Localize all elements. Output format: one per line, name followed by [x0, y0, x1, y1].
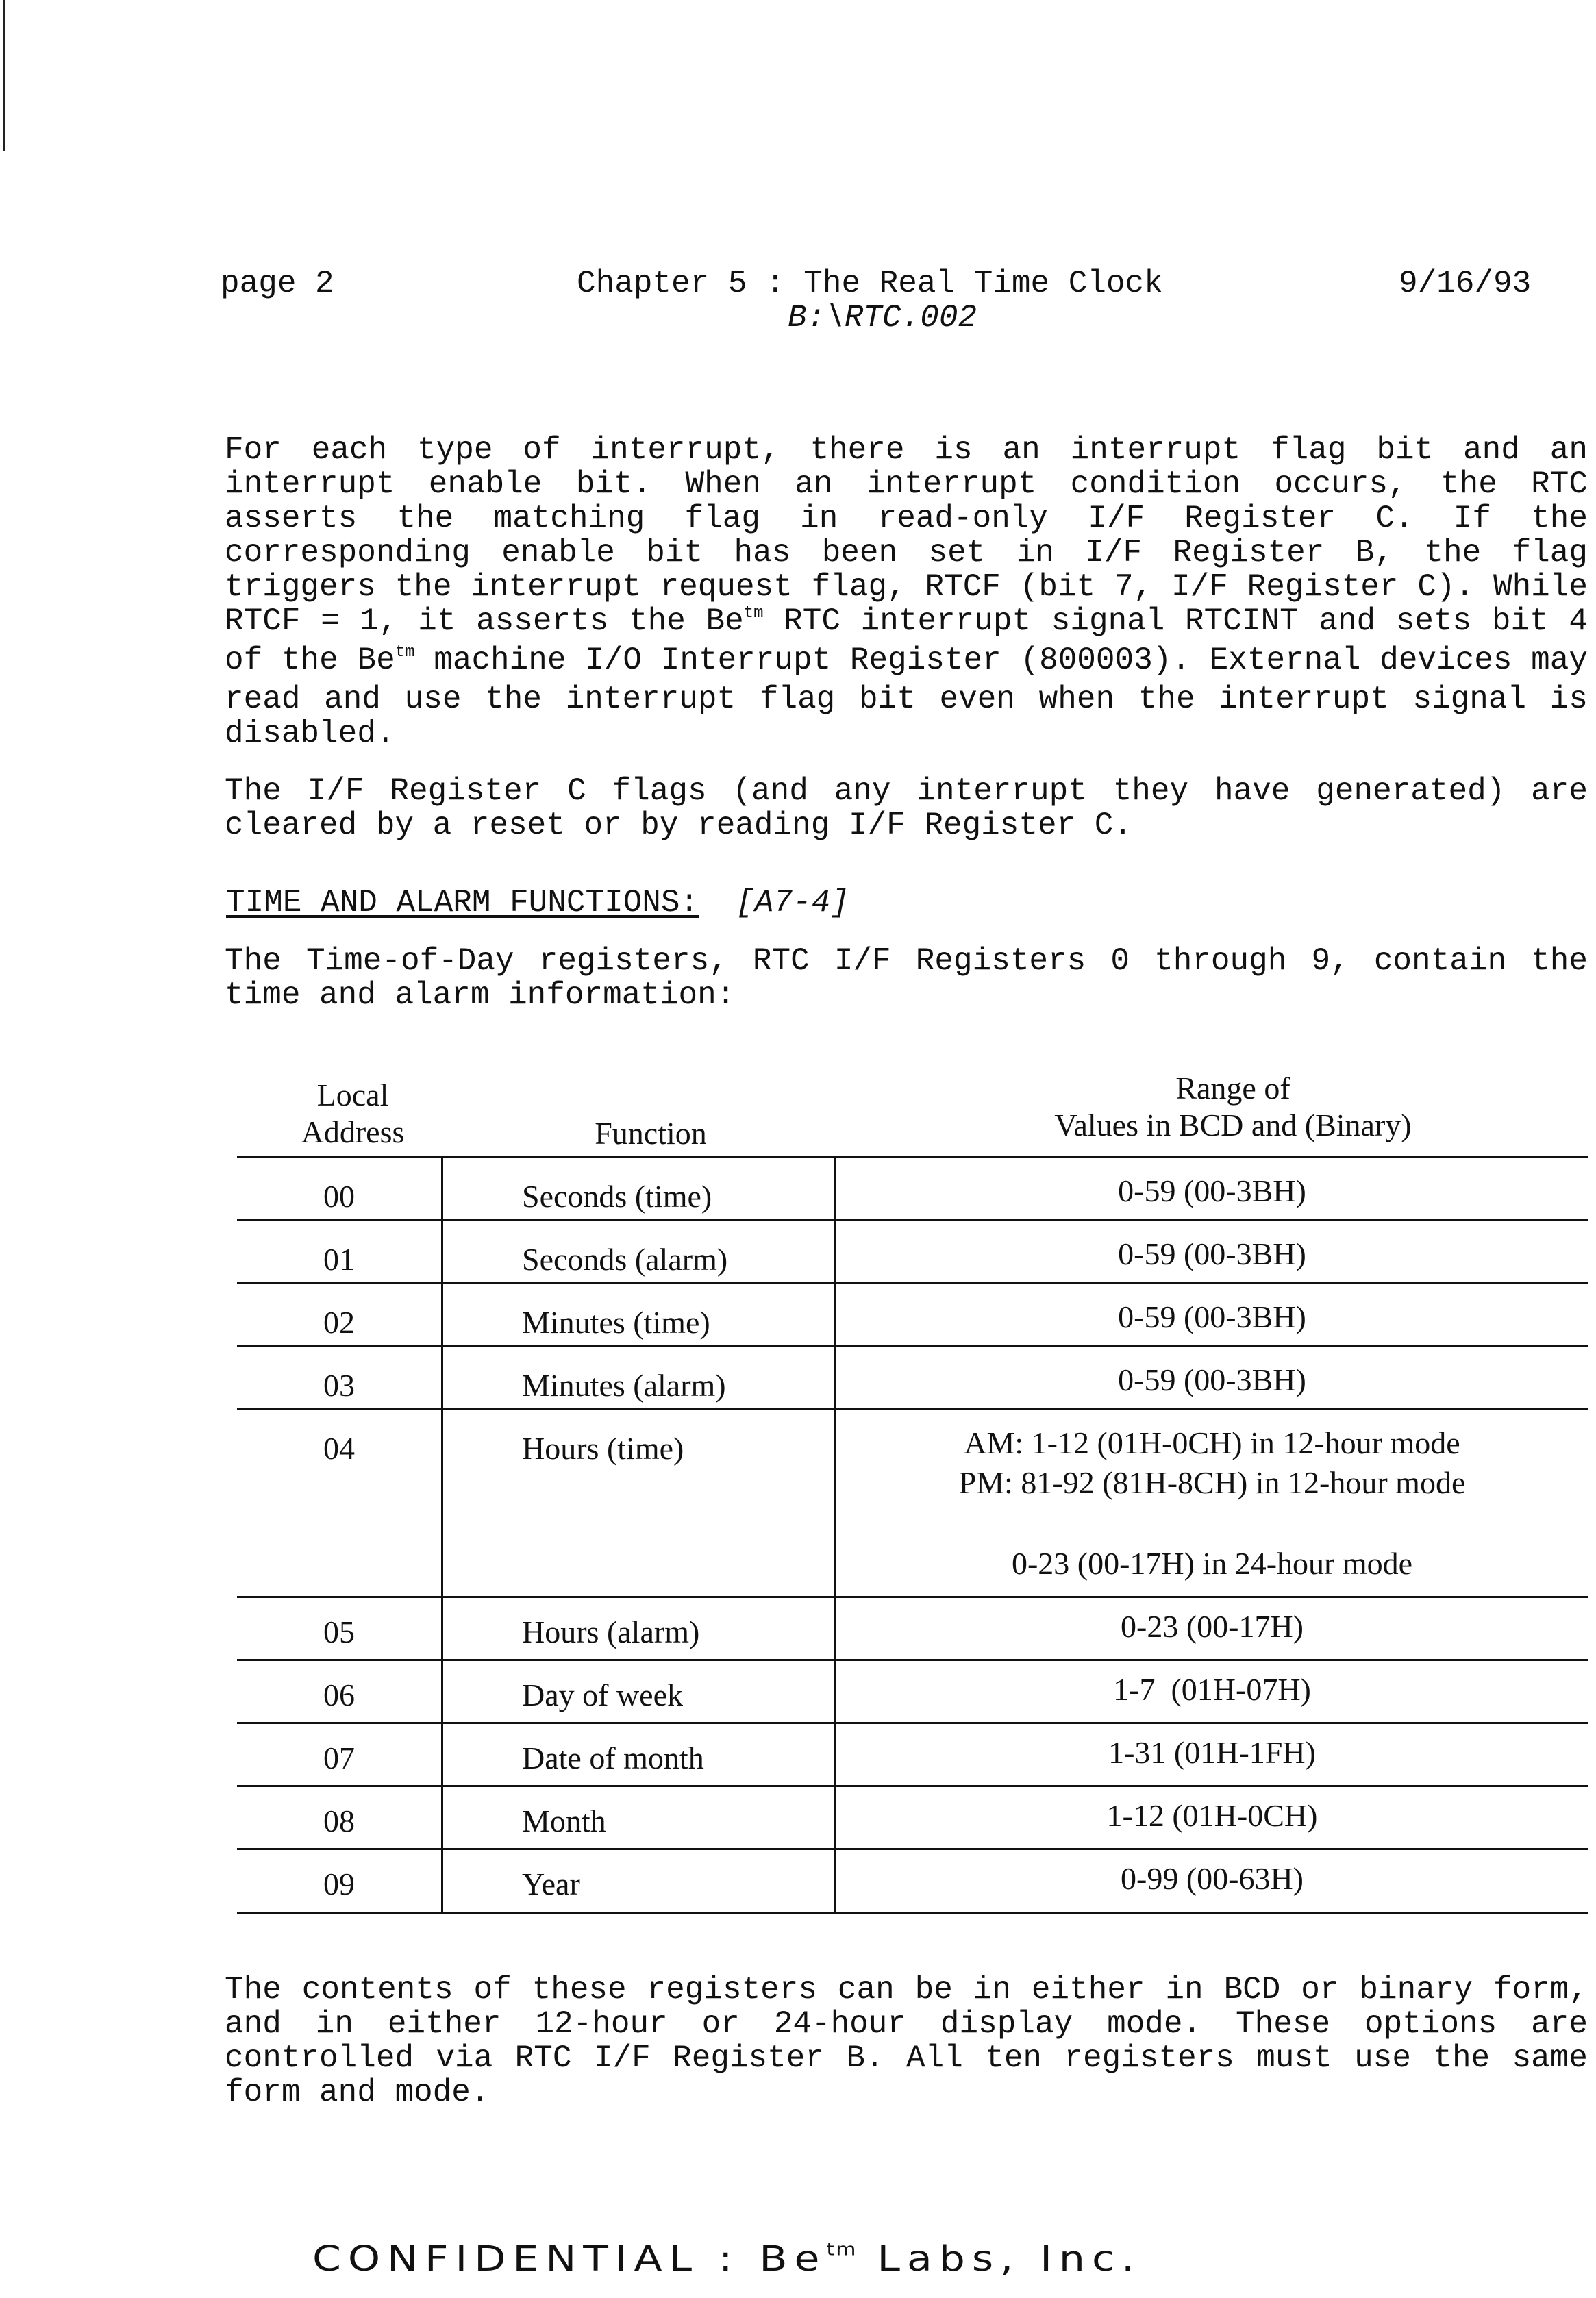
table-cell-range: 0-23 (00-17H): [1121, 1609, 1304, 1644]
column-header-function: Function: [595, 1116, 707, 1151]
table-cell-address: 09: [323, 1866, 355, 1901]
paragraph-interrupts: [225, 433, 1588, 751]
paragraph-interrupts-part2: RTC interrupt signal RTCINT and sets bit 4 of the Be: [225, 603, 1588, 678]
table-cell-address: 01: [323, 1242, 355, 1277]
table-cell-function: Hours (time): [522, 1431, 684, 1466]
table-cell-address: 03: [323, 1368, 355, 1403]
table-rule: [237, 1219, 1588, 1221]
confidential-footer: [312, 2238, 1141, 2280]
table-cell-function: Minutes (alarm): [522, 1368, 726, 1403]
file-path: B:\RTC.002: [788, 300, 977, 336]
table-cell-range: 0-99 (00-63H): [1121, 1861, 1304, 1896]
table-rule: [237, 1345, 1588, 1347]
table-cell-range-am: AM: 1-12 (01H-0CH) in 12-hour mode: [964, 1425, 1460, 1460]
footer-text-part1: CONFIDENTIAL : Be: [312, 2238, 827, 2280]
paragraph-interrupts-part1: For each type of interrupt, there is an interrupt flag bit and an interrupt enable bit. When an interrupt condition occurs, the RTC asserts the matching flag in read-only I/F Register C. If the corresponding enable bit has been set in I/F Register B, the flag triggers the interrupt request flag, RTCF (bit 7, I/F Register C). While RTCF = 1, it asserts the Be: [225, 432, 1588, 639]
table-rule: [237, 1659, 1588, 1661]
table-rule: [237, 1408, 1588, 1410]
table-cell-range: 0-59 (00-3BH): [1118, 1362, 1306, 1397]
table-cell-address: 08: [323, 1803, 355, 1838]
page-edge-mark: [3, 0, 5, 151]
table-cell-function: Year: [522, 1866, 580, 1901]
table-rule-bottom: [237, 1912, 1588, 1914]
column-header-range-line2: Values in BCD and (Binary): [1054, 1108, 1412, 1142]
section-heading: [226, 885, 849, 921]
table-cell-range: 0-59 (00-3BH): [1118, 1299, 1306, 1334]
table-rule: [237, 1596, 1588, 1598]
table-cell-function: Day of week: [522, 1677, 684, 1712]
table-cell-function: Date of month: [522, 1740, 704, 1775]
table-cell-address: 06: [323, 1677, 355, 1712]
table-cell-address: 00: [323, 1179, 355, 1214]
table-cell-range: 0-59 (00-3BH): [1118, 1173, 1306, 1208]
trademark-mark: tm: [395, 643, 415, 662]
table-cell-address: 04: [323, 1431, 355, 1466]
table-cell-range-24h: 0-23 (00-17H) in 24-hour mode: [1011, 1546, 1413, 1581]
footer-text-part2: Labs, Inc.: [857, 2238, 1142, 2280]
chapter-title: Chapter 5 : The Real Time Clock: [577, 266, 1163, 301]
section-reference: [A7-4]: [736, 885, 849, 921]
column-header-range: [890, 1070, 1575, 1144]
column-header-local-address: [253, 1077, 452, 1151]
column-header-local-line1: Local: [316, 1077, 389, 1112]
paragraph-flags-cleared: The I/F Register C flags (and any interrupt they have generated) are cleared by a reset or by reading I/F Register C.: [225, 773, 1588, 843]
table-cell-address: 05: [323, 1614, 355, 1649]
table-cell-address: 02: [323, 1305, 355, 1340]
column-header-range-line1: Range of: [1175, 1071, 1290, 1106]
column-header-local-line2: Address: [301, 1114, 405, 1149]
table-cell-function: Month: [522, 1803, 606, 1838]
table-rule: [237, 1848, 1588, 1850]
table-cell-range-pm: PM: 81-92 (81H-8CH) in 12-hour mode: [958, 1465, 1466, 1500]
trademark-mark: tm: [743, 604, 764, 623]
table-cell-range: 1-12 (01H-0CH): [1106, 1798, 1318, 1833]
table-cell-range: 0-59 (00-3BH): [1118, 1236, 1306, 1271]
table-cell-range: 1-31 (01H-1FH): [1108, 1735, 1316, 1770]
table-cell-function: Minutes (time): [522, 1305, 710, 1340]
paragraph-register-modes: The contents of these registers can be in either in BCD or binary form, and in either 12-hour or 24-hour display mode. These options are controlled via RTC I/F Register B. All ten registers must use the same form and mode.: [225, 1972, 1588, 2110]
table-rule: [237, 1785, 1588, 1787]
paragraph-interrupts-part3: machine I/O Interrupt Register (800003). External devices may read and use the interrupt flag bit even when the interrupt signal is disabled.: [225, 642, 1588, 751]
table-cell-address: 07: [323, 1740, 355, 1775]
table-rule-top: [237, 1156, 1588, 1158]
table-cell-function: Seconds (alarm): [522, 1242, 728, 1277]
paragraph-time-of-day: The Time-of-Day registers, RTC I/F Registers 0 through 9, contain the time and alarm information:: [225, 943, 1588, 1013]
table-cell-function: Seconds (time): [522, 1179, 712, 1214]
document-date: 9/16/93: [1399, 266, 1532, 301]
table-column-divider: [441, 1158, 443, 1914]
table-rule: [237, 1722, 1588, 1724]
table-cell-range: 1-7 (01H-07H): [1113, 1672, 1311, 1707]
table-cell-function: Hours (alarm): [522, 1614, 700, 1649]
page-number: page 2: [221, 266, 334, 301]
section-title: TIME AND ALARM FUNCTIONS:: [226, 885, 699, 921]
table-rule: [237, 1282, 1588, 1284]
footer-trademark: tm: [826, 2239, 858, 2260]
